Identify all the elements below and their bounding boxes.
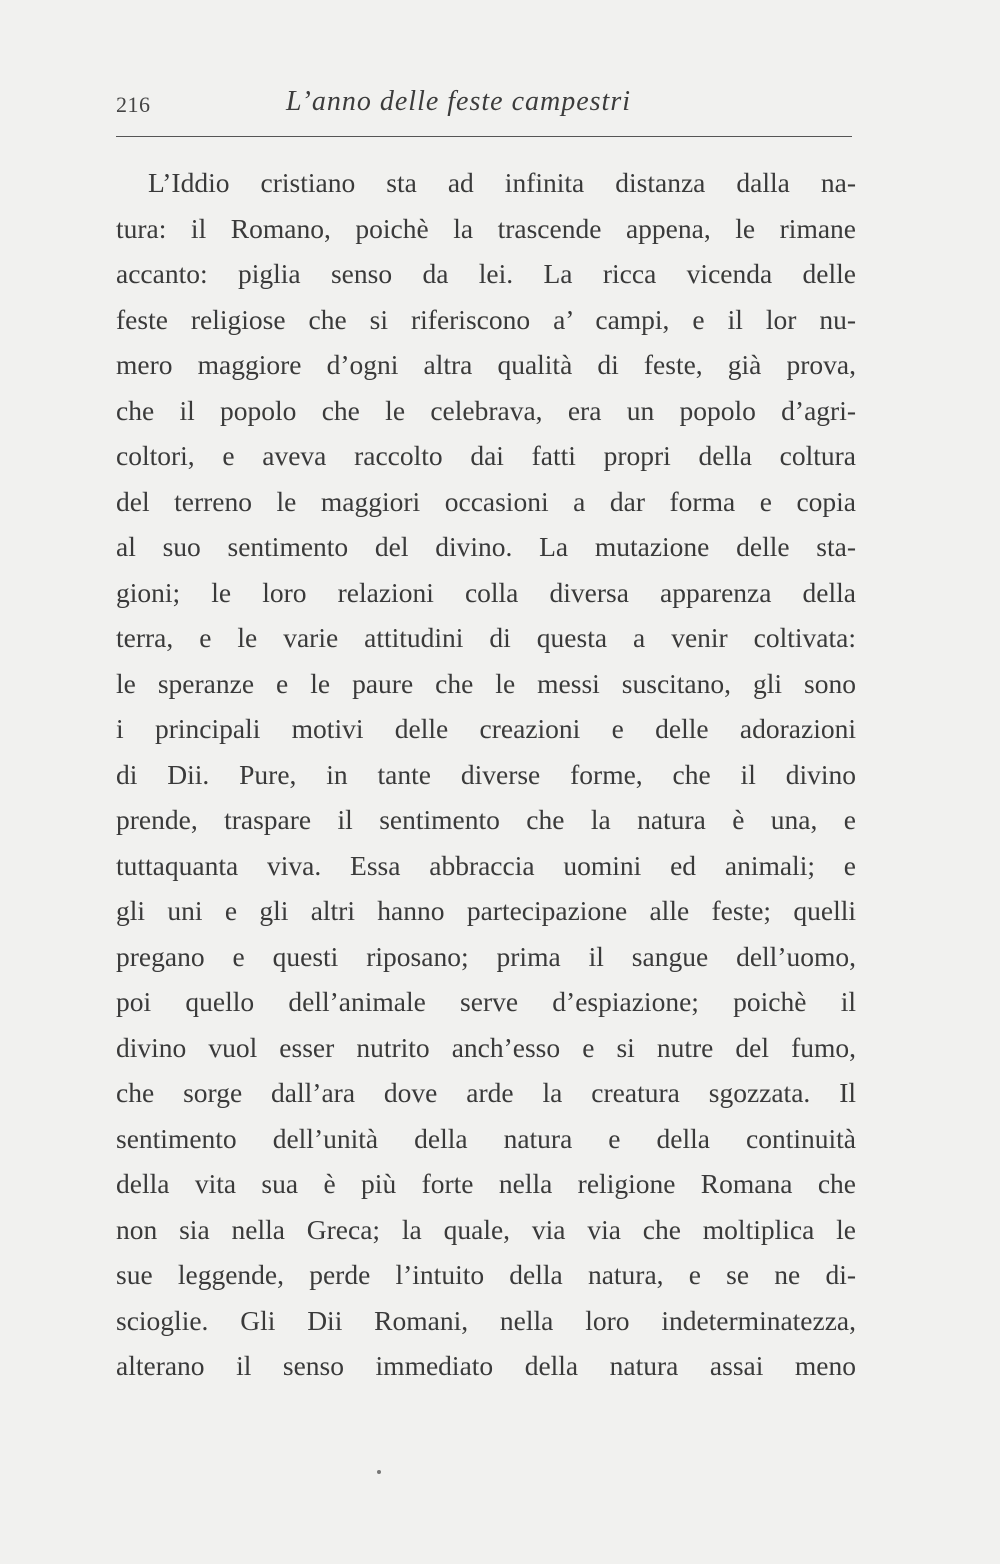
header-rule: [116, 136, 852, 137]
text-line: mero maggiore d’ogni altra qualità di feste, già prova,: [116, 349, 856, 380]
text-line: le speranze e le paure che le messi suscitano, gli sono: [116, 667, 856, 699]
text-line: coltori, e aveva raccolto dai fatti propri della coltura: [116, 440, 856, 471]
text-line: divino vuol esser nutrito anch’esso e si nutre del fumo,: [116, 1031, 856, 1063]
text-line: terra, e le varie attitudini di questa a venir coltivata:: [116, 622, 856, 653]
text-line: L’Iddio cristiano sta ad infinita distanza dalla na-: [148, 167, 856, 198]
text-line: gli uni e gli altri hanno partecipazione alle feste; quelli: [116, 895, 856, 926]
text-line: pregano e questi riposano; prima il sangue dell’uomo,: [116, 940, 856, 972]
text-line: scioglie. Gli Dii Romani, nella loro indeterminatezza,: [116, 1304, 856, 1336]
page-number: 216: [116, 92, 151, 117]
text-line: i principali motivi delle creazioni e delle adorazioni: [116, 713, 856, 744]
text-line: sue leggende, perde l’intuito della natura, e se ne di-: [116, 1259, 856, 1290]
text-line: gioni; le loro relazioni colla diversa apparenza della: [116, 576, 856, 608]
running-title: L’anno delle feste campestri: [286, 86, 632, 117]
ink-speck: [377, 1470, 381, 1474]
text-line: che sorge dall’ara dove arde la creatura sgozzata. Il: [116, 1077, 856, 1108]
text-line: poi quello dell’animale serve d’espiazione; poichè il: [116, 986, 856, 1017]
text-line: tura: il Romano, poichè la trascende appena, le rimane: [116, 212, 856, 244]
text-line: al suo sentimento del divino. La mutazione delle sta-: [116, 531, 856, 562]
text-line: tuttaquanta viva. Essa abbraccia uomini ed animali; e: [116, 849, 856, 881]
text-line: della vita sua è più forte nella religione Romana che: [116, 1168, 856, 1199]
text-line: del terreno le maggiori occasioni a dar forma e copia: [116, 485, 856, 517]
text-line: prende, traspare il sentimento che la natura è una, e: [116, 804, 856, 835]
running-head: [116, 84, 852, 124]
text-line: di Dii. Pure, in tante diverse forme, che il divino: [116, 758, 856, 790]
body-text: [116, 160, 856, 1389]
text-line: sentimento dell’unità della natura e della continuità: [116, 1122, 856, 1154]
text-line: non sia nella Greca; la quale, via via che moltiplica le: [116, 1213, 856, 1245]
text-line: che il popolo che le celebrava, era un popolo d’agri-: [116, 394, 856, 426]
text-line: accanto: piglia senso da lei. La ricca vicenda delle: [116, 258, 856, 289]
text-line: feste religiose che si riferiscono a’ campi, e il lor nu-: [116, 303, 856, 335]
text-line: alterano il senso immediato della natura assai meno: [116, 1350, 856, 1381]
